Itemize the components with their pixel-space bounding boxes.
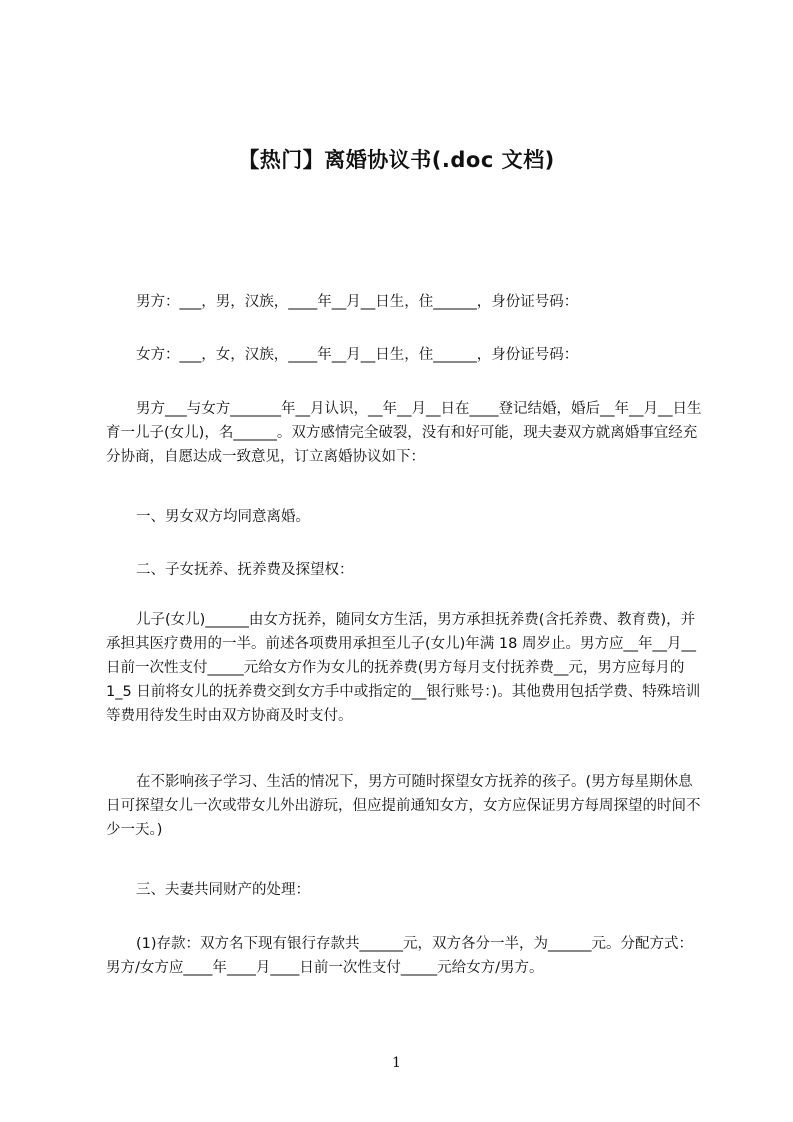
clause-2-heading: 二、子女抚养、抚养费及探望权：	[136, 562, 354, 578]
paragraph-marriage-background: 男方___与女方_______年__月认识，__年__月__日在____登记结婚，婚后__年__月__日生育一儿子(女儿)，名______。双方感情完全破裂，没有和好可能，现夫妻双方就离婚事宜经充分协商，自愿达成一致意见，订立离婚协议如下：	[106, 401, 702, 465]
clause-3-heading: 三、夫妻共同财产的处理：	[136, 882, 310, 898]
paragraph-child-support: 儿子(女儿)______由女方抚养，随同女方生活，男方承担抚养费(含托养费、教育费)，并承担其医疗费用的一半。前述各项费用承担至儿子(女儿)年满 18 周岁止。男方应__年__月__日前一次性支付_____元给女方作为女儿的抚养费(男方每月支付抚养费__元，男方应每月的 1_5 日前将女儿的抚养费交到女方手中或指定的__银行账号：)。其他费用包括学费、特殊培训等费用待发生时由双方协商及时支付。	[106, 612, 701, 724]
page-number: 1	[392, 1055, 401, 1071]
paragraph-visitation: 在不影响孩子学习、生活的情况下，男方可随时探望女方抚养的孩子。(男方每星期休息日可探望女儿一次或带女儿外出游玩，但应提前通知女方，女方应保证男方每周探望的时间不少一天。)	[106, 774, 701, 838]
paragraph-husband-info: 男方：___，男，汉族，____年__月__日生，住______，身份证号码：	[136, 294, 579, 310]
clause-1-divorce-agreement: 一、男女双方均同意离婚。	[136, 509, 310, 525]
document-title: 【热门】离婚协议书(.doc 文档)	[238, 148, 555, 172]
paragraph-wife-info: 女方：___，女，汉族，____年__月__日生，住______，身份证号码：	[136, 347, 579, 363]
paragraph-savings: (1)存款：双方名下现有银行存款共______元，双方各分一半，为______元。分配方式：男方/女方应____年____月____日前一次性支付_____元给女方/男方。	[106, 936, 694, 976]
